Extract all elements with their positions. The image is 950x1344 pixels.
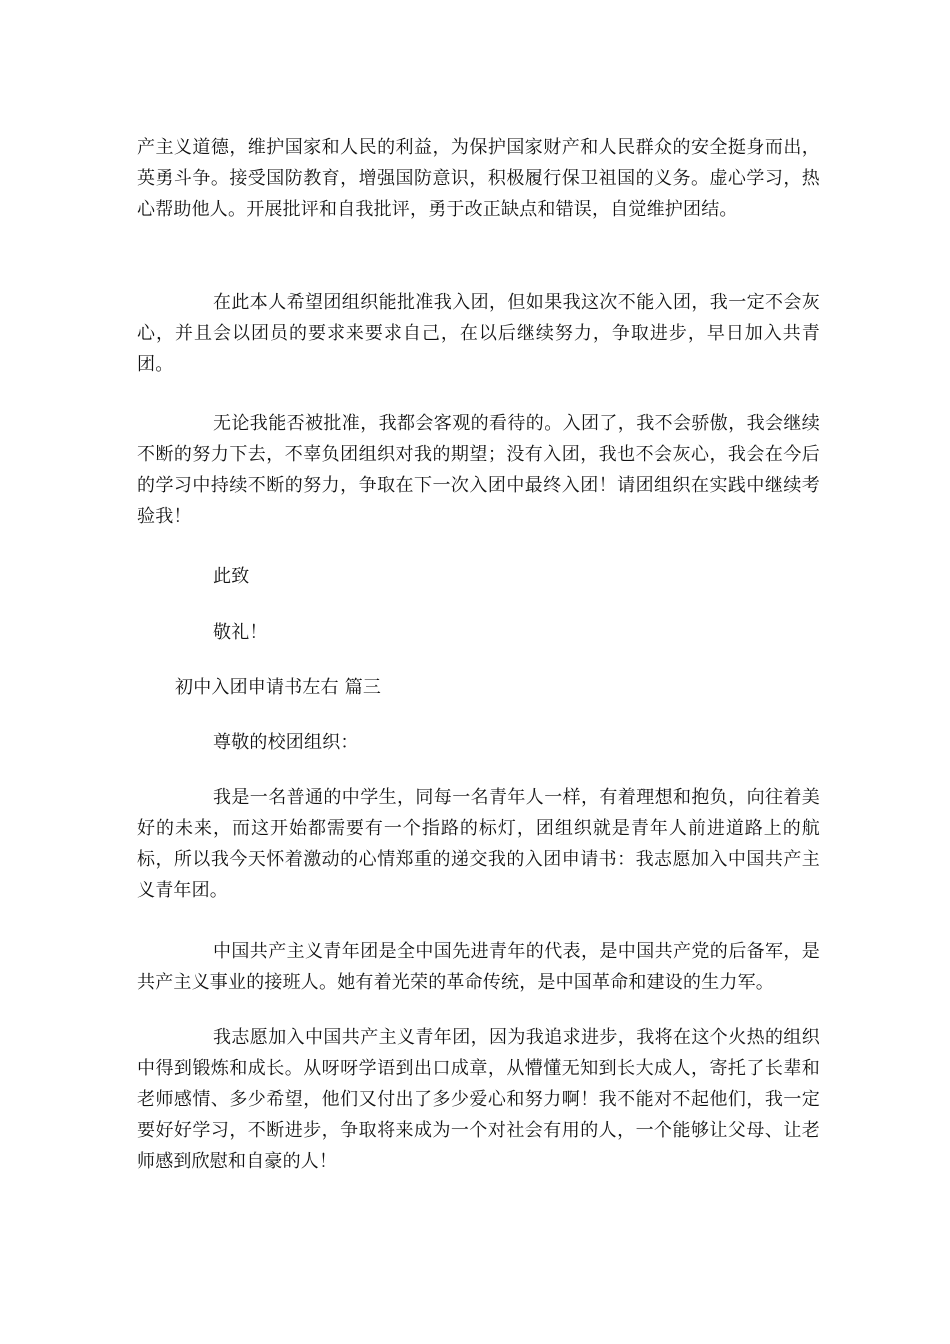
paragraph-continued: 产主义道德，维护国家和人民的利益，为保护国家财产和人民群众的安全挺身而出，英勇斗争。接受国防教育，增强国防意识，积极履行保卫祖国的义务。虚心学习，热心帮助他人。开展批评和自我批评，勇于改正缺点和错误，自觉维护团结。	[137, 137, 820, 220]
paragraph-league: 中国共产主义青年团是全中国先进青年的代表，是中国共产党的后备军，是共产主义事业的接班人。她有着光荣的革命传统，是中国革命和建设的生力军。	[137, 941, 820, 993]
paragraph-motivation: 我志愿加入中国共产主义青年团，因为我追求进步，我将在这个火热的组织中得到锻炼和成长。从呀呀学语到出口成章，从懵懂无知到长大成人，寄托了长辈和老师感情、多少希望，他们又付出了多少爱心和努力啊！我不能对不起他们，我一定要好好学习，不断进步，争取将来成为一个对社会有用的人，一个能够让父母、让老师感到欣慰和自豪的人！	[137, 1027, 820, 1172]
section-title: 初中入团申请书左右 篇三	[175, 677, 382, 698]
paragraph-intro: 我是一名普通的中学生，同每一名青年人一样，有着理想和抱负，向往着美好的未来，而这开始都需要有一个指路的标灯，团组织就是青年人前进道路上的航标，所以我今天怀着激动的心情郑重的递交我的入团申请书：我志愿加入中国共产主义青年团。	[137, 787, 820, 901]
salutation: 尊敬的校团组织：	[213, 732, 359, 753]
paragraph-hope: 在此本人希望团组织能批准我入团，但如果我这次不能入团，我一定不会灰心，并且会以团员的要求来要求自己，在以后继续努力，争取进步，早日加入共青团。	[137, 292, 820, 375]
paragraph-attitude: 无论我能否被批准，我都会客观的看待的。入团了，我不会骄傲，我会继续不断的努力下去，不辜负团组织对我的期望；没有入团，我也不会灰心，我会在今后的学习中持续不断的努力，争取在下一次入团中最终入团！请团组织在实践中继续考验我！	[137, 413, 820, 527]
closing-line-2: 敬礼！	[213, 622, 268, 643]
closing-line-1: 此致	[213, 566, 250, 587]
